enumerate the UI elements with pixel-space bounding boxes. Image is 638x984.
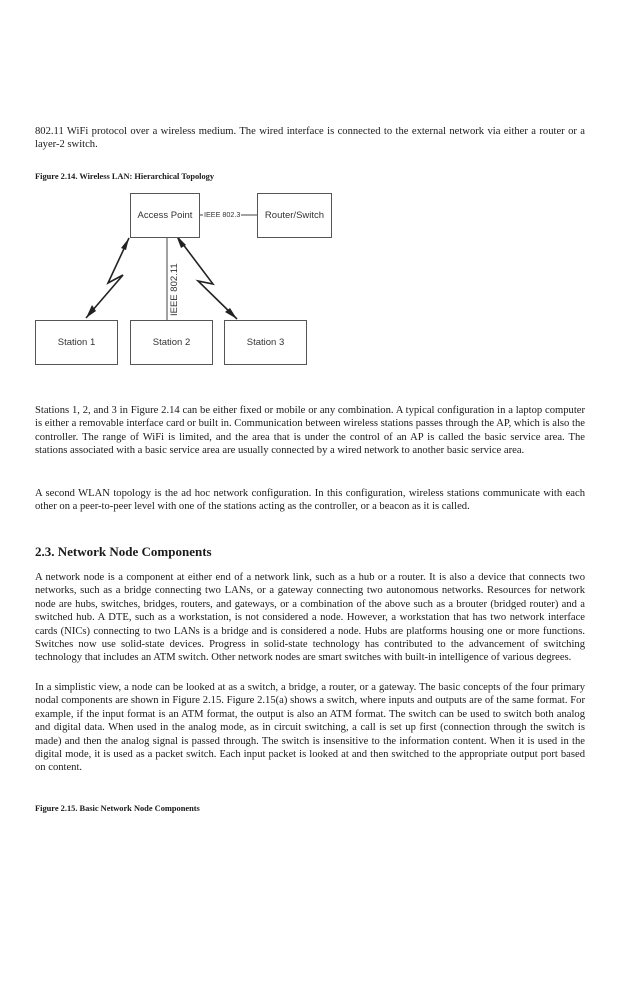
figure-2-15-caption: Figure 2.15. Basic Network Node Components [35, 804, 200, 813]
adhoc-paragraph: A second WLAN topology is the ad hoc network configuration. In this configuration, wireless stations communicate with each other on a peer-to-peer level with one of the stations acting as the controller, or a beacon as it is called. [35, 488, 585, 513]
router-switch-box: Router/Switch [257, 193, 332, 238]
simplistic-view-paragraph: In a simplistic view, a node can be looked at as a switch, a bridge, a router, or a gateway. The basic concepts of the four primary nodal components are shown in Figure 2.15. Figure 2.15(a) shows a switch, where inputs and outputs are of the same format. For example, if the input format is an ATM format, the output is also an ATM format. The switch can be used to switch both analog and digital data. When used in the analog mode, as in circuit switching, a call is set up first (connection through the switch is made) and then the analog signal is passed through. The switch is insensitive to the information content. When it is used in the digital mode, it is used as a packet switch. Each input packet is looked at and then switched to the appropriate output port based on content. [35, 682, 585, 774]
station-1-box: Station 1 [35, 320, 118, 365]
station-2-box: Station 2 [130, 320, 213, 365]
intro-paragraph: 802.11 WiFi protocol over a wireless medium. The wired interface is connected to the external network via either a router or a layer-2 switch. [35, 126, 585, 151]
figure-2-14-caption: Figure 2.14. Wireless LAN: Hierarchical Topology [35, 172, 215, 181]
wireless-link-station3 [176, 235, 237, 319]
ieee-802-11-label: IEEE 802.11 [169, 263, 180, 316]
station-3-box: Station 3 [224, 320, 307, 365]
section-heading: 2.3. Network Node Components [35, 544, 212, 559]
arrowhead-ap-1 [121, 238, 129, 250]
stations-paragraph: Stations 1, 2, and 3 in Figure 2.14 can be either fixed or mobile or any combination. A typical configuration in a laptop computer is either a removable interface card or built in. Communication between wireless stations passes through the AP, which is also the controller. The range of WiFi is limited, and the area that is under the control of an AP is called the basic service area. The stations associated with a basic service area are usually connected by a wired network to another basic service area. [35, 405, 585, 457]
access-point-box: Access Point [130, 193, 200, 238]
network-node-paragraph: A network node is a component at either end of a network link, such as a hub or a router. It is also a device that connects two networks, such as a bridge connecting two LANs, or a gateway connecting two autonomous networks. Resources for network node are hubs, switches, bridges, routers, and gateways, or a combination of the above such as a brouter (bridged router) and a switched hub. A DTE, such as a workstation, is not considered a node. However, a workstation that has two network interface cards (NICs) connecting to two LANs is a bridge and is considered a node. Hubs are platforms housing one or more functions. Switches now use solid-state devices. Progress in solid-state technology has contributed to the advancement of switching technology that includes an ATM switch. Other network nodes are smart switches with built-in intelligence of various degrees. [35, 572, 585, 664]
ieee-802-3-label: IEEE 802.3 [204, 210, 241, 219]
